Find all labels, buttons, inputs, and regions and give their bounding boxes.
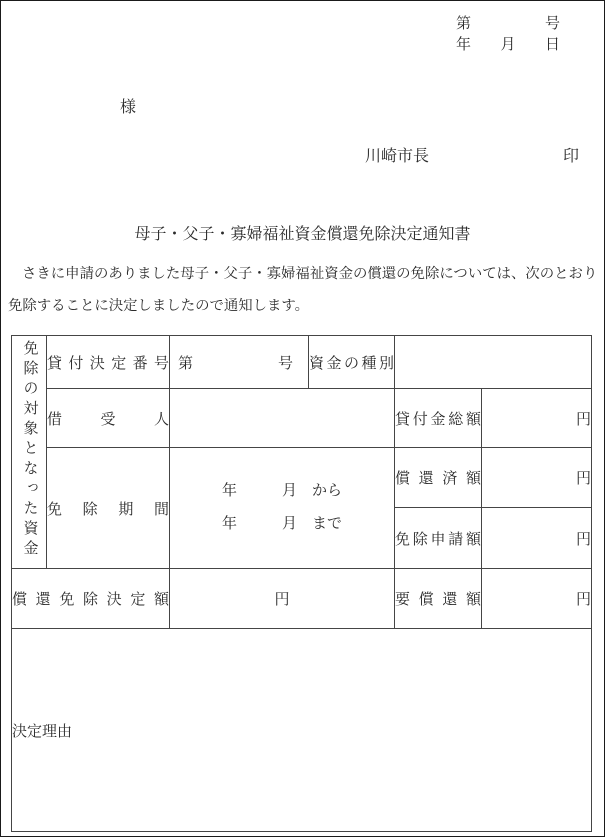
exemption-decided-value-cell: 円 — [170, 569, 395, 629]
loan-number-suffix: 号 — [277, 355, 293, 372]
document-number-date-block — [456, 14, 560, 56]
document-title: 母子・父子・寡婦福祉資金償還免除決定通知書 — [134, 226, 471, 243]
body-line: 免除することに決定しましたので通知します。 — [8, 298, 310, 314]
vertical-header-cell — [12, 336, 47, 569]
body-paragraph — [8, 258, 598, 322]
vertical-header-text: 免除の対象となった資金 — [21, 339, 38, 560]
borrower-value-cell — [170, 389, 395, 448]
fund-type-label-cell: 資金の種別 — [309, 336, 395, 389]
exemption-period-label-cell: 免除期間 — [47, 448, 170, 569]
decision-reason-cell — [12, 629, 592, 832]
document-number-line — [456, 14, 560, 35]
repayment-required-label-cell: 要償還額 — [395, 569, 482, 629]
exemption-applied-value-cell: 円 — [482, 508, 592, 569]
date-day-label: 日 — [544, 37, 560, 53]
exemption-period-value-cell — [170, 448, 395, 569]
exemption-decided-label-cell: 償還免除決定額 — [12, 569, 170, 629]
exemption-details-table — [11, 335, 592, 832]
addressee-honorific: 様 — [120, 99, 137, 116]
loan-decision-number-value-cell — [170, 336, 309, 389]
doc-number-suffix: 号 — [544, 16, 560, 32]
exemption-period-from: 年 月 から — [221, 483, 342, 499]
repayment-required-value-cell: 円 — [482, 569, 592, 629]
doc-number-prefix: 第 — [456, 16, 472, 32]
table-row — [12, 448, 592, 508]
date-month-label: 月 — [500, 37, 516, 53]
table-row — [12, 389, 592, 448]
sender-name: 川崎市長 — [365, 148, 430, 165]
borrower-label-cell: 借受人 — [47, 389, 170, 448]
sender-line — [1, 143, 604, 163]
table-row — [12, 629, 592, 832]
exemption-applied-label-cell: 免除申請額 — [395, 508, 482, 569]
exemption-period-to: 年 月 まで — [221, 516, 342, 532]
loan-decision-number-label-cell: 貸付決定番号 — [47, 336, 170, 389]
loan-number-prefix: 第 — [178, 355, 194, 372]
body-line: さきに申請のありました母子・父子・寡婦福祉資金の償還の免除については、次のとおり — [22, 266, 598, 282]
document-date-line — [456, 35, 560, 56]
addressee-line — [1, 98, 604, 118]
decision-reason-label: 決定理由 — [12, 723, 73, 740]
date-year-label: 年 — [456, 37, 472, 53]
repaid-amount-value-cell: 円 — [482, 448, 592, 508]
fund-type-value-cell — [395, 336, 592, 389]
loan-total-label-cell: 貸付金総額 — [395, 389, 482, 448]
table-row — [12, 336, 592, 389]
loan-decision-number-value — [170, 352, 308, 373]
repaid-amount-label-cell: 償還済額 — [395, 448, 482, 508]
table-row — [12, 569, 592, 629]
seal-mark: 印 — [562, 148, 579, 165]
loan-total-value-cell: 円 — [482, 389, 592, 448]
